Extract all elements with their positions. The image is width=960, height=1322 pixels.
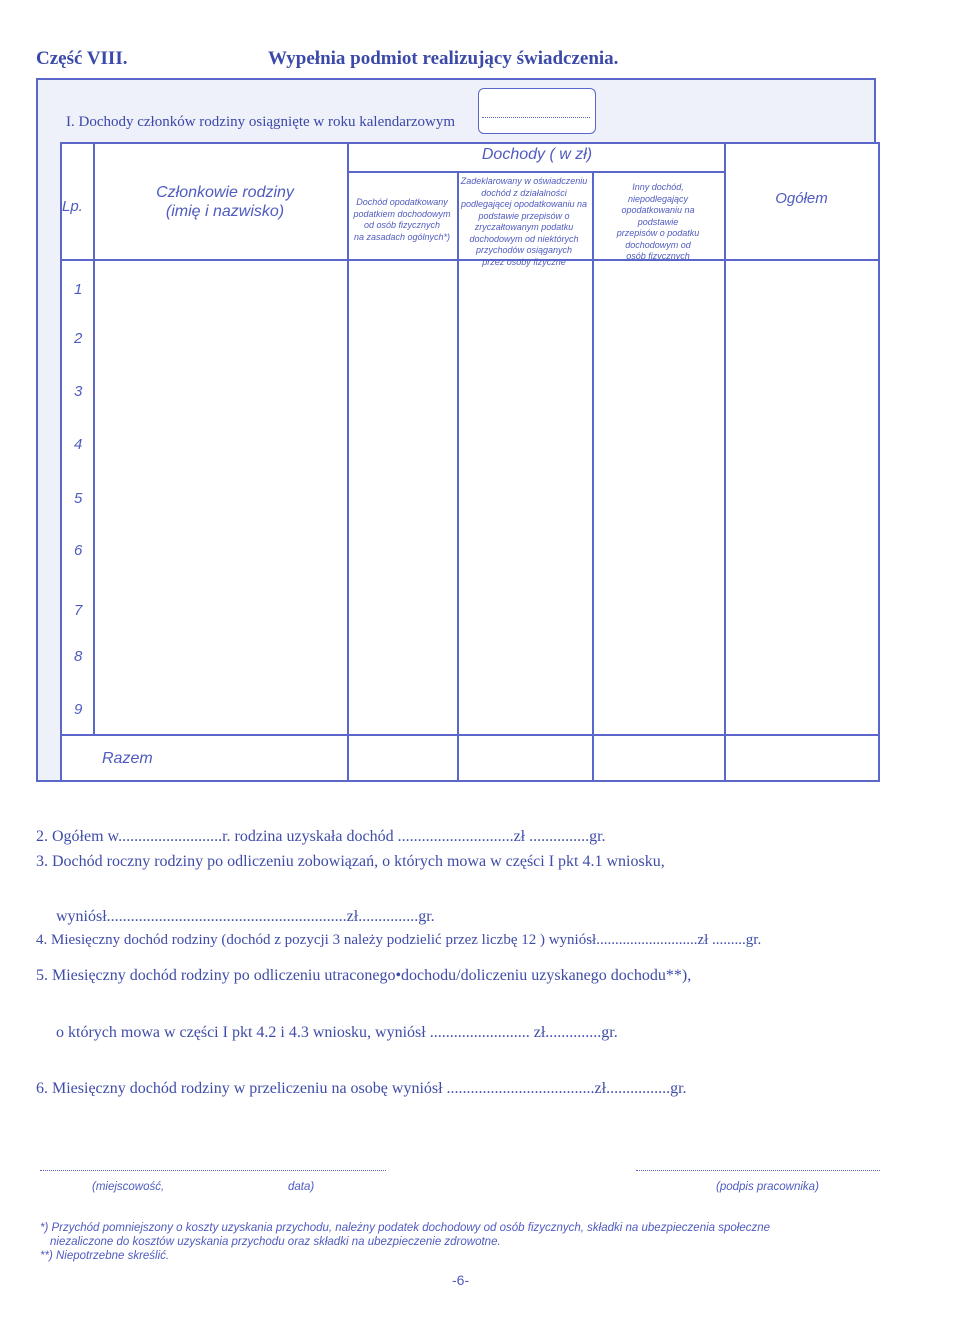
signature-label: (podpis pracownika) (716, 1181, 819, 1193)
row-number-6: 6 (74, 542, 83, 559)
footnote-1-cont: niezaliczone do kosztów uzyskania przychodu oraz składki na ubezpieczenie zdrowotne. (50, 1236, 501, 1248)
col-members-2: (imię i nazwisko) (165, 203, 285, 220)
line-3-amount: wyniósł............................................................zł...............gr. (56, 908, 435, 925)
row-number-7: 7 (74, 602, 83, 619)
col-b-header: Zadeklarowany w oświadczeniu dochód z działalności podlegającej opodatkowaniu na podstawie przepisów o zryczałtowanym podatku dochodowym od niektórych przychodów osiąganych przez osoby fizyczne (460, 176, 588, 267)
row-number-2: 2 (74, 330, 83, 347)
footnote-2: **) Niepotrzebne skreślić. (40, 1250, 170, 1262)
header-income: Dochody ( w zł) (481, 146, 593, 163)
line-2: 2. Ogółem w..........................r. rodzina uzyskała dochód .............................zł ...............gr. (36, 828, 606, 845)
line-5: 5. Miesięczny dochód rodziny po odliczeniu utraconego•dochodu/doliczeniu uzyskanego dochodu**), (36, 967, 692, 984)
col-c-header: Inny dochód, niepodlegający opodatkowaniu na podstawie przepisów o podatku dochodowym od osób fizycznych (616, 182, 700, 261)
item1-label: I. Dochody członków rodziny osiągnięte w roku kalendarzowym (66, 114, 456, 130)
line-4: 4. Miesięczny dochód rodziny (dochód z pozycji 3 należy podzielić przez liczbę 12 ) wyniósł...........................zł .........gr. (36, 932, 762, 948)
row-number-3: 3 (74, 383, 83, 400)
footnote-1: *) Przychód pomniejszony o koszty uzyskania przychodu, należny podatek dochodowy od osób fizycznych, składki na ubezpieczenia społeczne (40, 1222, 771, 1234)
line-3: 3. Dochód roczny rodziny po odliczeniu zobowiązań, o których mowa w części I pkt 4.1 wniosku, (36, 853, 665, 870)
signature-line[interactable] (636, 1170, 880, 1171)
row-number-9: 9 (74, 701, 83, 718)
place-label: (miejscowość, (92, 1181, 165, 1193)
section-part: Część VIII. (36, 48, 128, 69)
sum-label: Razem (102, 750, 153, 767)
row-number-1: 1 (74, 281, 83, 298)
col-lp: Lp. (62, 198, 83, 215)
row-number-5: 5 (74, 490, 83, 507)
col-total: Ogółem (775, 190, 828, 207)
place-date-line[interactable] (40, 1170, 386, 1171)
line-6: 6. Miesięczny dochód rodziny w przeliczeniu na osobę wyniósł .....................................zł................gr. (36, 1080, 687, 1097)
date-label: data) (288, 1181, 315, 1193)
row-number-8: 8 (74, 648, 83, 665)
col-a-header: Dochód opodatkowany podatkiem dochodowym od osób fizycznych na zasadach ogólnych*) (353, 197, 451, 242)
year-field[interactable] (478, 88, 596, 134)
col-members-1: Członkowie rodziny (156, 184, 294, 201)
line-5-amount: o których mowa w części I pkt 4.2 i 4.3 wniosku, wyniósł ......................... zł..............gr. (56, 1024, 618, 1041)
section-title: Wypełnia podmiot realizujący świadczenia. (268, 48, 619, 69)
page-number: -6- (452, 1272, 470, 1288)
row-number-4: 4 (74, 436, 83, 453)
year-dotted-line (482, 117, 590, 118)
